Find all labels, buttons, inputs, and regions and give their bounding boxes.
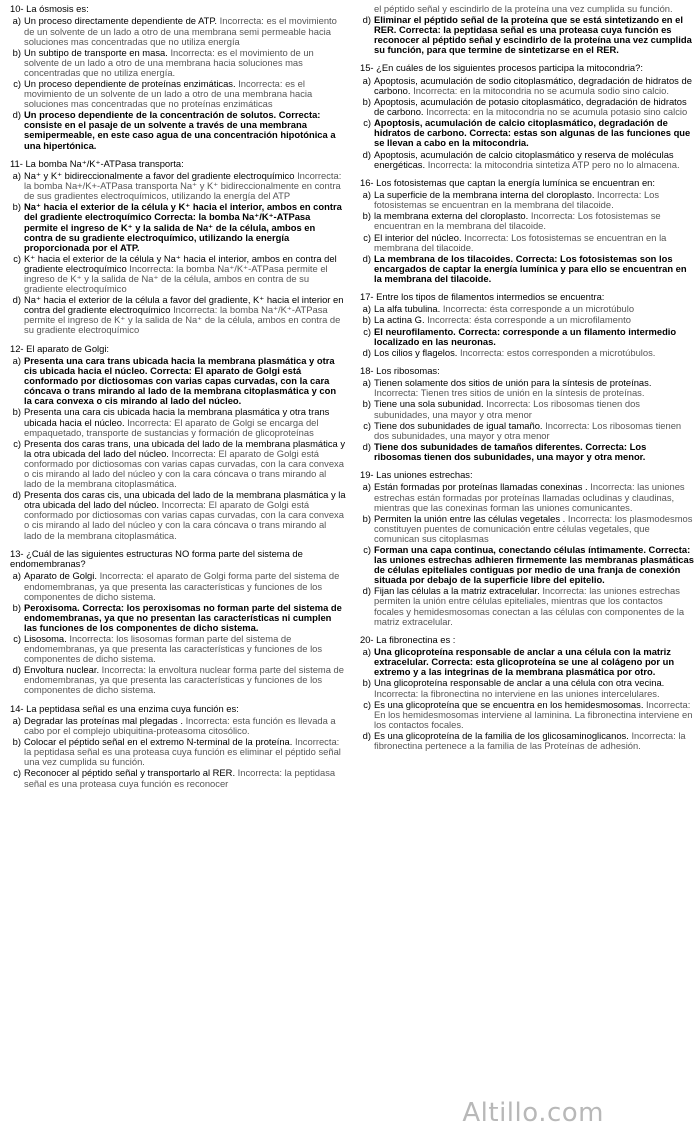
correct-explanation: Correcta: Los ribosomas tienen dos subunidades, una mayor y otra menor. <box>374 440 647 462</box>
answer-option <box>356 348 694 358</box>
incorrect-explanation: Incorrecta: la fibronectina no interviene en las uniones intercelulares. <box>374 687 660 699</box>
answer-option <box>6 634 346 664</box>
answer-option <box>356 700 694 730</box>
option-text: K⁺ hacia el exterior de la célula y Na⁺ hacia el interior, ambos en contra del gradiente electroquímico <box>24 252 337 274</box>
incorrect-explanation: Incorrecta: el aparato de Golgi forma parte del sistema de endomembranas, ya que presenta las características y funciones de los componentes de dicho sistema. <box>24 570 340 602</box>
answer-option <box>356 211 694 231</box>
option-letter: a) <box>12 714 21 726</box>
answer-option <box>6 768 346 788</box>
option-text: Están formadas por proteínas llamadas conexinas . <box>374 481 588 493</box>
incorrect-explanation: Incorrecta: los lisosomas forman parte del sistema de endomembranas, ya que presenta las características y funciones de los componentes de dicho sistema. <box>24 633 323 665</box>
answer-option <box>356 678 694 698</box>
answer-option <box>6 171 346 201</box>
option-letter: c) <box>13 767 21 779</box>
answer-option <box>6 356 346 406</box>
option-letter: c) <box>13 77 21 89</box>
option-letter: b) <box>362 398 371 410</box>
option-text: La actina G. <box>374 314 425 326</box>
altillo-watermark: Altillo.com <box>462 1098 604 1128</box>
option-letter: a) <box>362 377 371 389</box>
answer-option <box>6 110 346 150</box>
question-title: 12- El aparato de Golgi: <box>10 342 110 354</box>
option-text: Los cilios y flagelos. <box>374 346 458 358</box>
option-letter: c) <box>363 325 371 337</box>
option-letter: a) <box>12 354 21 366</box>
option-text: Tiene dos subunidades de igual tamaño. <box>374 419 543 431</box>
answer-option <box>6 439 346 489</box>
question-block <box>356 178 694 284</box>
answer-option <box>6 603 346 633</box>
incorrect-explanation: Incorrecta: El aparato de Golgi está conformado por dictiosomas con varias capas curvadas, con la cara convexa o cis mirando al lado del núcleo y con la cara cóncava o trans mirando al lado de la membrana citoplasmática. <box>24 447 344 490</box>
option-text: Fijan las células a la matriz extracelular. <box>374 585 540 597</box>
correct-explanation: Correcta: Los fotosistemas son los encargados de captar la energía lumínica y para ello se encuentran en la membrana del tilacoide. <box>374 252 687 284</box>
option-letter: a) <box>12 570 21 582</box>
answer-option <box>6 16 346 46</box>
continuation-text: el péptido señal y escindirlo de la proteína una vez cumplida su función. <box>374 3 673 14</box>
question-block <box>356 470 694 627</box>
answer-option <box>356 190 694 210</box>
correct-explanation: Correcta: los peroxisomas no forman parte del sistema de endomembranas, ya que no presentan las características ni cumplen las funciones de los componentes de dicho sistema. <box>24 601 342 633</box>
question-title: 10- La ósmosis es: <box>10 3 89 14</box>
option-text: Una glicoproteína responsable de anclar a una célula con otra vecina. <box>374 677 665 689</box>
incorrect-explanation: Incorrecta: la envoltura nuclear forma parte del sistema de endomembranas, ya que presenta las características y funciones de los componentes de dicho sistema. <box>24 664 344 696</box>
incorrect-explanation: Incorrecta: los plasmodesmos constituyen puentes de comunicación entre células vegetales, que comunican sus citoplasmas <box>374 512 693 544</box>
option-letter: d) <box>362 252 371 264</box>
incorrect-explanation: Incorrecta: estos corresponden a microtúbulos. <box>459 346 656 358</box>
option-letter: c) <box>13 437 21 449</box>
question-title: 16- Los fotosistemas que captan la energía lumínica se encuentran en: <box>360 176 655 188</box>
option-text: Tiene dos subunidades de tamaños diferentes. <box>374 440 583 452</box>
answer-option <box>356 327 694 347</box>
option-letter: d) <box>362 346 371 358</box>
question-block <box>356 15 694 55</box>
option-text: Presenta dos caras trans, una ubicada del lado de la membrana plasmática y la otra ubicada del lado del núcleo. <box>24 437 346 459</box>
option-text: El interior del núcleo. <box>374 231 462 243</box>
question-title: 17- Entre los tipos de filamentos intermedios se encuentra: <box>360 290 605 302</box>
answer-option <box>6 407 346 437</box>
answer-option <box>356 442 694 462</box>
question-block <box>356 366 694 462</box>
incorrect-explanation: Incorrecta: ésta corresponde a un microtúbulo <box>442 303 635 315</box>
question-title: 19- Las uniones estrechas: <box>360 469 473 480</box>
option-letter: c) <box>363 543 371 555</box>
answer-option <box>6 202 346 252</box>
answer-option <box>356 586 694 626</box>
option-letter: d) <box>12 489 21 501</box>
question-title: 14- La peptidasa señal es una enzima cuya función es: <box>10 702 239 714</box>
incorrect-explanation: Incorrecta: El aparato de Golgi se encarga del empaquetado, transporte de sustancias y formación de glicoproteínas <box>24 416 319 438</box>
option-letter: a) <box>362 303 371 315</box>
option-letter: d) <box>362 585 371 597</box>
correct-explanation: Correcta: esta glicoproteína se une al colágeno por un extremo y a las integrinas de la membrana plasmática por otro. <box>374 656 675 678</box>
incorrect-explanation: Incorrecta: ésta corresponde a un microfilamento <box>427 314 631 326</box>
option-text: Apoptosis, acumulación de calcio citoplasmático y reserva de moléculas energéticas. <box>374 148 674 170</box>
option-letter: d) <box>12 664 21 676</box>
incorrect-explanation: Incorrecta: la bomba Na⁺/K⁺-ATPasa permite el ingreso de K⁺ y la salida de Na⁺ de la célula, ambos en contra de su gradiente electroquímico <box>24 304 341 336</box>
option-letter: a) <box>362 646 371 658</box>
incorrect-explanation: Incorrecta: Los fotosistemas se encuentran en la membrana del tilacoide. <box>374 231 667 253</box>
option-letter: a) <box>12 170 21 182</box>
question-block <box>356 635 694 751</box>
answer-option <box>356 304 694 314</box>
question-block <box>6 4 346 151</box>
incorrect-explanation: Incorrecta: la mitocondria sintetiza ATP pero no lo almacena. <box>427 158 680 170</box>
option-text: Aparato de Golgi. <box>24 570 97 582</box>
option-letter: b) <box>362 677 371 689</box>
question-block <box>6 159 346 336</box>
question-block <box>6 549 346 696</box>
option-letter: a) <box>362 189 371 201</box>
option-text: Peroxisoma. <box>24 601 80 613</box>
option-text: Es una glicoproteína de la familia de los glicosaminoglicanos. <box>374 729 629 741</box>
option-letter: a) <box>362 74 371 86</box>
answer-option <box>356 76 694 96</box>
incorrect-explanation: Incorrecta: es el movimiento de un solvente de un lado a otro de una membrana hacia soluciones mas concentradas que no utiliza energía. <box>24 46 314 78</box>
option-letter: d) <box>12 294 21 306</box>
correct-explanation: Correcta: estas son algunas de las funciones que se llevan a cabo en la mitocondria. <box>374 127 691 149</box>
question-title: 13- ¿Cuál de las siguientes estructuras NO forma parte del sistema de endomembranas? <box>10 547 303 570</box>
right-column <box>356 4 694 759</box>
answer-option <box>6 737 346 767</box>
incorrect-explanation: Incorrecta: la bomba Na+/K+-ATPasa transporta Na⁺ y K⁺ bidireccionalmente en contra de sus gradientes electroquímicos, utilizando la energía del ATP <box>24 170 342 202</box>
answer-option <box>356 399 694 419</box>
option-text: Reconocer al péptido señal y transportarlo al RER. <box>24 767 236 779</box>
answer-option <box>356 150 694 170</box>
incorrect-explanation: Incorrecta: Los fotosistemas se encuentran en la membrana del tilacoide. <box>374 210 661 232</box>
option-text: Lisosoma. <box>24 633 67 644</box>
correct-explanation: Correcta: corresponde a un filamento intermedio localizado en las neuronas. <box>374 325 677 347</box>
incorrect-explanation: Incorrecta: las uniones estrechas están formadas por proteínas llamadas ocludinas y claudinas, mientras que las conexinas forman las uniones comunicantes. <box>374 481 685 513</box>
incorrect-explanation: Incorrecta: Tienen tres sitios de unión en la síntesis de proteínas. <box>374 387 645 399</box>
answer-option <box>356 378 694 398</box>
incorrect-explanation: Incorrecta: El aparato de Golgi está conformado por dictiosomas con varias capas curvadas, con la cara convexa o cis mirando al lado del núcleo y con la cara cóncava o trans mirando al lado de la membrana citoplasmática. <box>24 499 344 541</box>
answer-option <box>6 665 346 695</box>
option-letter: c) <box>363 419 371 431</box>
correct-explanation: Correcta: la peptidasa señal es una proteasa cuya función es reconocer al péptido señal y escindirlo de la proteína una vez cumplida su función, para que termine de sintetizarse en el RER. <box>374 24 692 56</box>
option-letter: d) <box>362 14 371 26</box>
incorrect-explanation: Incorrecta: En los hemidesmosomas interviene al laminina. La fibronectina interviene en los contactos focales. <box>374 698 693 730</box>
option-text: Una glicoproteína responsable de anclar a una célula con la matriz extracelular. <box>374 646 671 668</box>
answer-option <box>356 315 694 325</box>
option-letter: d) <box>362 440 371 452</box>
answer-option <box>356 647 694 677</box>
option-text: Degradar las proteínas mal plegadas . <box>24 714 183 726</box>
answer-option <box>356 421 694 441</box>
option-text: La superficie de la membrana interna del cloroplasto. <box>374 189 595 201</box>
answer-option <box>6 716 346 736</box>
incorrect-explanation: Incorrecta: Los ribosomas tienen dos subunidades, una mayor y otra menor <box>374 419 682 441</box>
incorrect-explanation: Incorrecta: es el movimiento de un solvente de un lado a otro de una membrana semi permeable hacia soluciones mas concentradas que no utiliza energía <box>24 15 337 47</box>
question-block <box>6 344 346 541</box>
option-text: Envoltura nuclear. <box>24 664 100 676</box>
option-text: Un proceso dependiente de proteínas enzimáticas. <box>24 77 236 89</box>
answer-option <box>356 731 694 751</box>
incorrect-explanation: Incorrecta: es el movimiento de un solvente de un lado a otro de una membrana hacia soluciones mas concentradas que no proteínas enzimáticas <box>24 77 313 110</box>
option-letter: c) <box>13 252 21 264</box>
question-title: 20- La fibronectina es : <box>360 633 456 645</box>
option-text: Presenta una cara trans ubicada hacia la membrana plasmática y otra cis ubicada hacia el núcleo. <box>24 354 335 377</box>
answer-option <box>6 571 346 601</box>
incorrect-explanation: Incorrecta: en la mitocondria no se acumula potasio sino calcio <box>426 106 688 118</box>
option-letter: c) <box>13 633 21 644</box>
incorrect-explanation: Incorrecta: la bomba Na⁺/K⁺-ATPasa permite el ingreso de K⁺ y la salida de Na⁺ de la célula, ambos en contra de su gradiente electroquímico <box>24 262 328 295</box>
option-text: Permiten la unión entre las células vegetales . <box>374 512 566 524</box>
option-text: Na⁺ y K⁺ bidireccionalmente a favor del gradiente electroquímico <box>24 170 295 182</box>
answer-option <box>356 15 694 55</box>
incorrect-explanation: Incorrecta: las uniones estrechas permiten la unión entre células epiteliales, mientras que los contactos focales y hemidesmosomas conectan a las células con componentes de la matriz extracelular. <box>374 585 685 627</box>
answer-option <box>6 254 346 294</box>
option-text: Eliminar el péptido señal de la proteína que se está sintetizando en el RER. <box>374 14 683 36</box>
answer-option <box>6 48 346 78</box>
option-letter: d) <box>362 729 371 741</box>
option-text: Apoptosis, acumulación de potasio citoplasmático, degradación de hidratos de carbono. <box>374 96 687 118</box>
answer-option <box>356 482 694 512</box>
incorrect-explanation: Incorrecta: en la mitocondria no se acumula sodio sino calcio. <box>413 84 669 96</box>
option-letter: d) <box>362 148 371 160</box>
option-letter: a) <box>12 15 21 27</box>
option-text: El neurofilamento. <box>374 325 456 337</box>
answer-option <box>356 118 694 148</box>
incorrect-explanation: Incorrecta: la peptidasa señal es una proteasa cuya función es eliminar el péptido señal una vez cumplida su función. <box>24 736 341 768</box>
option-letter: a) <box>362 481 371 493</box>
option-text: Presenta dos caras cis, una ubicada del lado de la membrana plasmática y la otra ubicada del lado del núcleo. <box>24 489 346 511</box>
incorrect-explanation: Incorrecta: Los ribosomas tienen dos subunidades, una mayor y otra menor <box>374 398 640 420</box>
option-text: Presenta una cara cis ubicada hacia la membrana plasmática y otra trans ubicada hacia el núcleo. <box>24 406 330 428</box>
option-letter: c) <box>363 117 371 129</box>
option-text: Na⁺ hacia el exterior de la célula y K⁺ hacia el interior, ambos en contra del gradiente electroquímico <box>24 201 342 223</box>
option-text: Un proceso directamente dependiente de ATP. <box>24 15 218 27</box>
option-letter: b) <box>362 314 371 326</box>
option-text: La alfa tubulina. <box>374 303 441 315</box>
correct-explanation: Correcta: consiste en el pasaje de un solvente a través de una membrana semipermeable, en este caso agua de una concentración hipotónica a una hipertónica. <box>24 109 336 151</box>
correct-explanation: Correcta: las uniones estrechas adhieren firmemente las membranas plasmáticas de células epiteliales contiguas por medio de una franja de conexión situada por debajo de la superficie libre del epitelio. <box>374 543 694 586</box>
left-column <box>6 4 346 797</box>
answer-option <box>6 490 346 540</box>
option-letter: b) <box>12 406 21 418</box>
answer-option <box>356 254 694 284</box>
correct-explanation: Correcta: la bomba Na⁺/K⁺-ATPasa permite el ingreso de K⁺ y la salida de Na⁺ de la célula, ambos en contra de su gradiente electroquímico, utilizando la energía proporcionada por el ATP. <box>24 211 316 253</box>
answer-option <box>6 79 346 109</box>
answer-option <box>356 233 694 253</box>
correct-explanation: Correcta: El aparato de Golgi está conformado por dictiosomas con varias capas curvadas, con la cara cóncava o trans mirando al lado de la membrana citoplasmática y con la cara convexa o cis mirando al lado del núcleo. <box>24 365 337 407</box>
option-text: Na⁺ hacia el exterior de la célula a favor del gradiente, K⁺ hacia el interior en contra del gradiente electroquímico <box>24 294 344 316</box>
option-text: Apoptosis, acumulación de sodio citoplasmático, degradación de hidratos de carbono. <box>374 74 692 96</box>
option-letter: b) <box>12 736 21 748</box>
option-text: Tiene una sola subunidad. <box>374 398 484 410</box>
incorrect-explanation: Incorrecta: la fibronectina pertenece a la familia de las Proteínas de adhesión. <box>374 729 686 751</box>
option-text: La membrana de los tilacoides. <box>374 252 514 264</box>
option-text: Colocar el péptido señal en el extremo N-terminal de la proteína. <box>24 736 293 748</box>
answer-option <box>356 97 694 117</box>
option-letter: b) <box>12 46 21 58</box>
answer-option <box>6 295 346 335</box>
question-title: 15- ¿En cuáles de los siguientes procesos participa la mitocondria?: <box>360 62 643 74</box>
option-text: la membrana externa del cloroplasto. <box>374 210 529 222</box>
answer-option <box>356 514 694 544</box>
question-title: 11- La bomba Na⁺/K⁺-ATPasa transporta: <box>10 157 184 169</box>
option-letter: d) <box>12 109 21 121</box>
answer-option <box>356 545 694 585</box>
incorrect-explanation: Incorrecta: esta función es llevada a cabo por el complejo ubiquitina-proteasoma citosólico. <box>24 714 336 737</box>
option-letter: b) <box>12 201 21 213</box>
question-block <box>6 704 346 789</box>
option-text: Tienen solamente dos sitios de unión para la síntesis de proteínas. <box>374 377 652 389</box>
option-text: Apoptosis, acumulación de calcio citoplasmático, degradación de hidratos de carbono. <box>374 117 668 139</box>
option-letter: c) <box>363 698 371 710</box>
question-block <box>356 63 694 169</box>
incorrect-explanation: Incorrecta: la peptidasa señal es una proteasa cuya función es reconocer <box>24 767 336 789</box>
question-block <box>356 292 694 358</box>
option-letter: b) <box>362 210 371 222</box>
option-text: Forman una capa continua, conectando células íntimamente. <box>374 543 646 555</box>
option-letter: b) <box>12 601 21 613</box>
incorrect-explanation: Incorrecta: Los fotosistemas se encuentran en la membrana del tilacoide. <box>374 189 660 211</box>
option-text: Es una glicoproteína que se encuentra en los hemidesmosomas. <box>374 698 644 710</box>
option-letter: b) <box>362 512 371 524</box>
option-letter: c) <box>363 231 371 243</box>
option-text: Un proceso dependiente de la concentración de solutos. <box>24 109 277 121</box>
option-letter: b) <box>362 96 371 108</box>
question-title: 18- Los ribosomas: <box>360 364 440 376</box>
option-text: Un subtipo de transporte en masa. <box>24 46 168 58</box>
